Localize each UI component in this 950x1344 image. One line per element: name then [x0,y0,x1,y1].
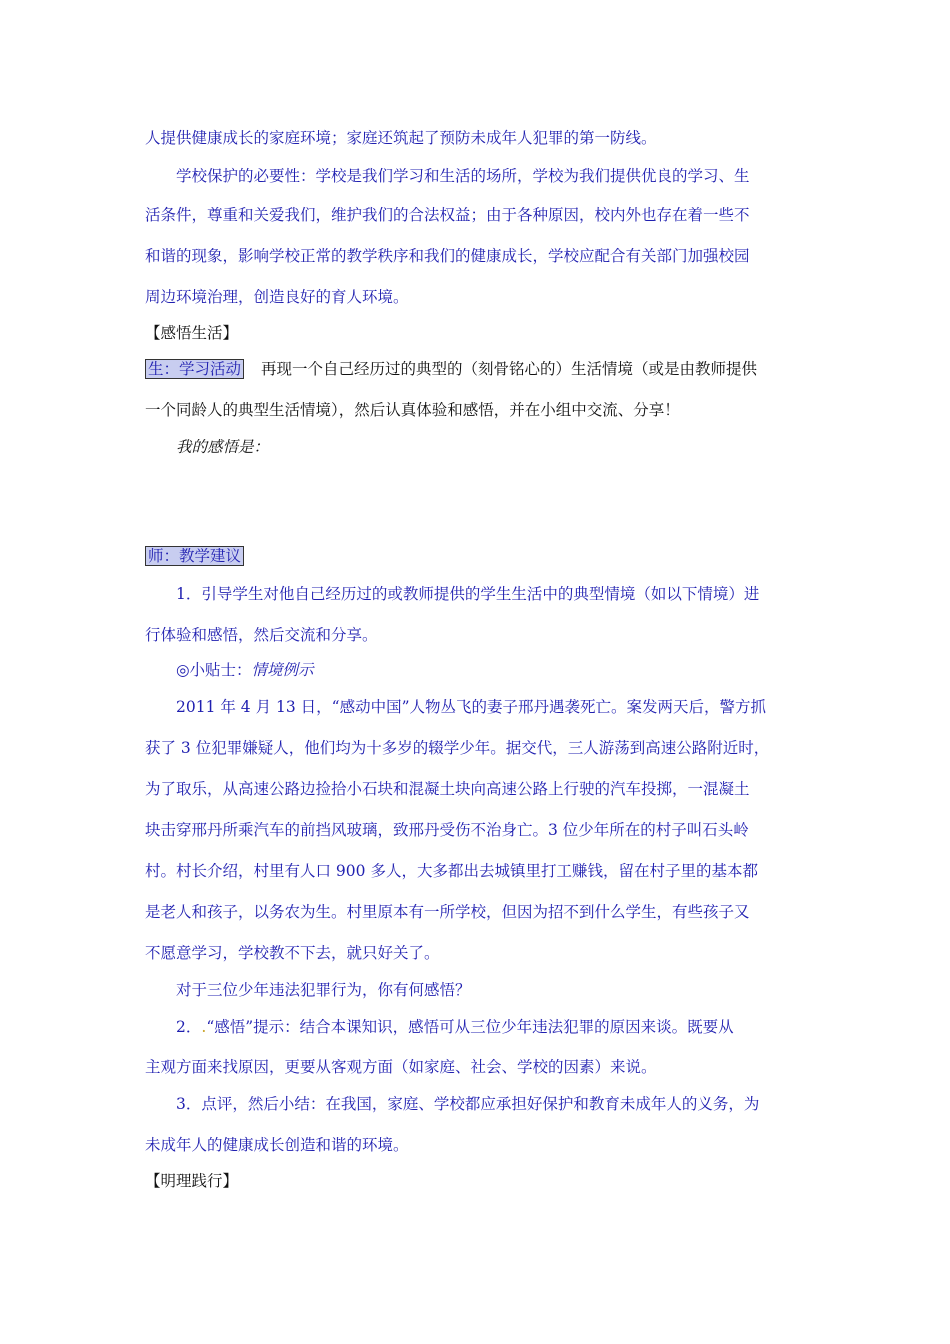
item2-dot: . [201,1018,207,1036]
student-activity-line [145,359,757,379]
student-activity-text-2: 一个同龄人的典型生活情境），然后认真体验和感悟，并在小组中交流、分享！ [145,401,680,419]
item3-line-1: 3．点评，然后小结：在我国，家庭、学校都应承担好保护和教育未成年人的义务，为 [176,1095,760,1113]
school-line-2: 活条件，尊重和关爱我们，维护我们的合法权益；由于各种原因，校内外也存在着一些不 [145,206,750,224]
story-line-3: 为了取乐，从高速公路边捡拾小石块和混凝土块向高速公路上行驶的汽车投掷，一混凝土 [145,780,750,798]
teacher-suggestion-tag: 师：教学建议 [145,546,244,566]
student-activity-tag: 生：学习活动 [145,359,244,379]
story-line-6: 是老人和孩子，以务农为生。村里原本有一所学校，但因为招不到什么学生，有些孩子又 [145,903,750,921]
item1-line-2: 行体验和感悟，然后交流和分享。 [145,626,378,644]
story-line-1: 2011 年 4 月 13 日，“感动中国”人物丛飞的妻子邢丹遇袭死亡。案发两天后，警方抓 [176,698,767,716]
item2-line-1 [176,1017,734,1037]
story-line-2: 获了 3 位犯罪嫌疑人，他们均为十多岁的辍学少年。据交代，三人游荡到高速公路附近时， [145,739,770,757]
school-line-1: 学校保护的必要性：学校是我们学习和生活的场所，学校为我们提供优良的学习、生 [176,167,750,185]
item3-line-2: 未成年人的健康成长创造和谐的环境。 [145,1136,409,1154]
school-line-4: 周边环境治理，创造良好的育人环境。 [145,288,409,306]
story-line-7: 不愿意学习，学校教不下去，就只好关了。 [145,944,440,962]
student-activity-text: 再现一个自己经历过的典型的（刻骨铭心的）生活情境（或是由教师提供 [260,360,757,378]
tip-title: 情境例示 [251,661,314,679]
item2-number: 2． [176,1018,202,1036]
my-reflection-prompt: 我的感悟是： [176,438,270,456]
story-line-4: 块击穿邢丹所乘汽车的前挡风玻璃，致邢丹受伤不治身亡。3 位少年所在的村子叫石头岭 [145,821,749,839]
question-line: 对于三位少年违法犯罪行为，你有何感悟？ [176,981,471,999]
tip-line [176,660,314,680]
item2-text: “感悟”提示：结合本课知识，感悟可从三位少年违法犯罪的原因来谈。既要从 [206,1018,734,1036]
teacher-suggestion-line [145,546,244,566]
story-line-5: 村。村长介绍，村里有人口 900 多人，大多都出去城镇里打工赚钱，留在村子里的基本都 [145,862,758,880]
tip-label: ◎小贴士： [176,661,252,679]
item1-line-1: 1．引导学生对他自己经历过的或教师提供的学生生活中的典型情境（如以下情境）进 [176,585,760,603]
item2-line-2: 主观方面来找原因，更要从客观方面（如家庭、社会、学校的因素）来说。 [145,1058,657,1076]
school-line-3: 和谐的现象，影响学校正常的教学秩序和我们的健康成长，学校应配合有关部门加强校园 [145,247,750,265]
section-title-ganwu: 【感悟生活】 [145,324,239,342]
section-title-mingli: 【明理践行】 [145,1172,239,1190]
intro-line: 人提供健康成长的家庭环境；家庭还筑起了预防未成年人犯罪的第一防线。 [145,129,657,147]
